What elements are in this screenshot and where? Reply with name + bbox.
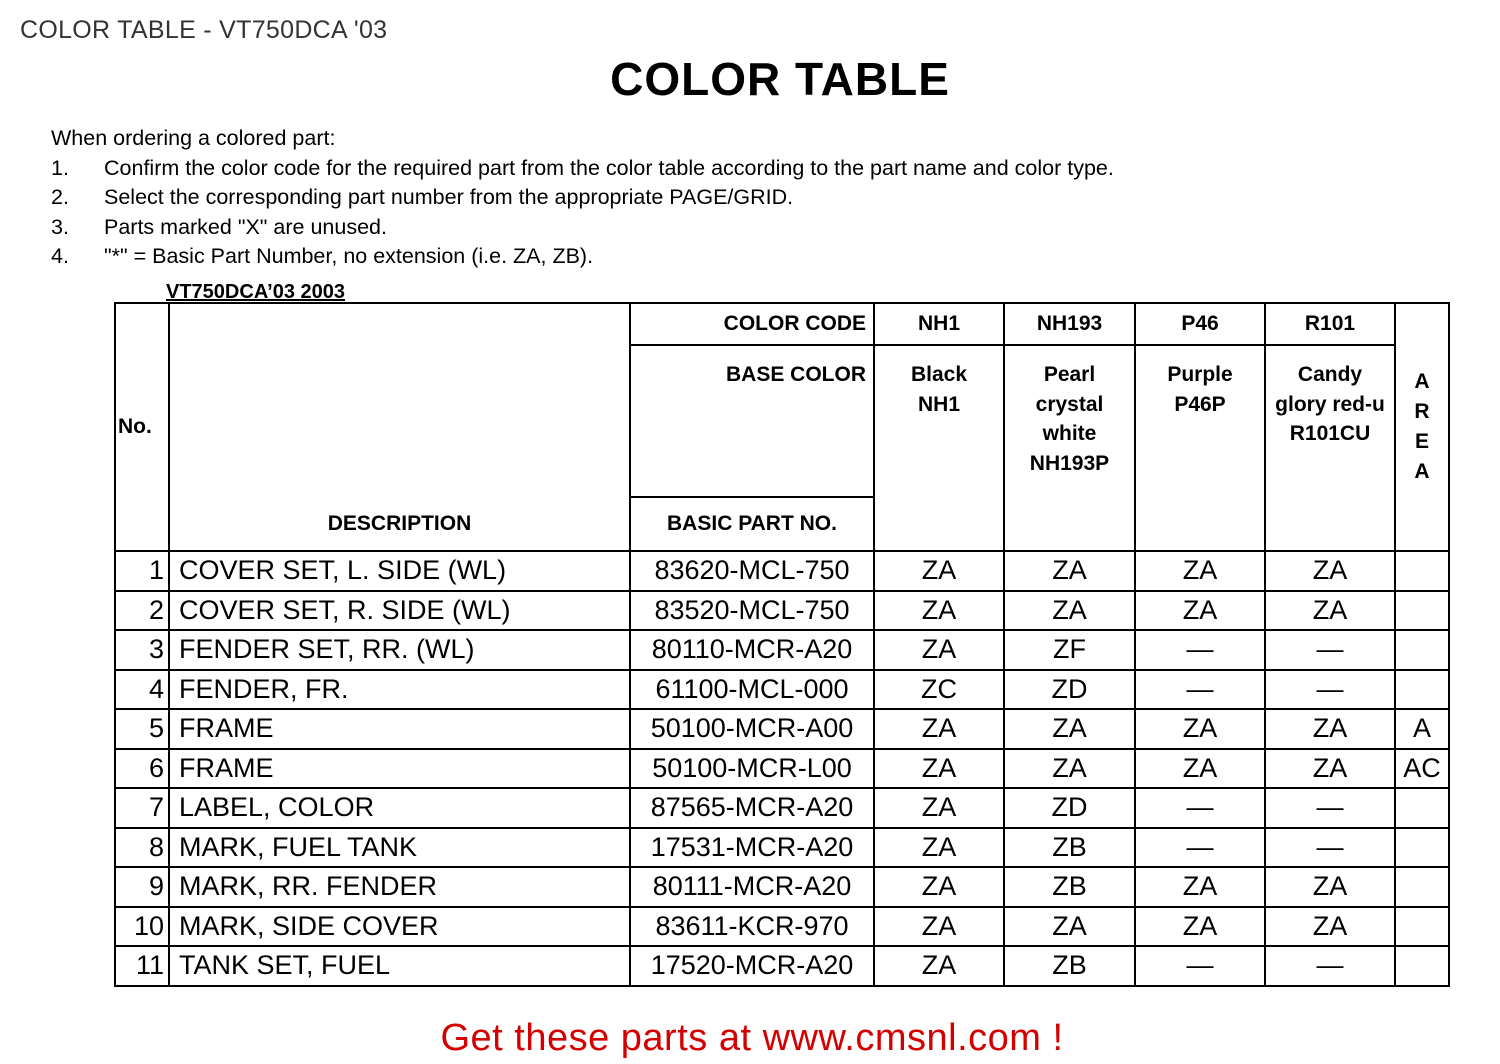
row-number: 7 [115,788,169,828]
table-row [115,551,1449,591]
color-suffix: ZD [1004,788,1135,828]
color-name-line: R101CU [1289,422,1371,445]
area-code: AC [1395,749,1449,789]
step-text: Select the corresponding part number from the appropriate PAGE/GRID. [104,185,794,210]
row-number: 3 [115,630,169,670]
color-suffix: — [1135,828,1265,868]
color-suffix: ZA [874,630,1004,670]
basic-part-number: 61100-MCL-000 [630,670,874,710]
area-code [1395,946,1449,986]
color-name-line: P46P [1174,392,1226,416]
area-code: A [1395,709,1449,749]
color-name-line: crystal [1035,392,1104,416]
instruction-step [51,242,1114,272]
color-name-line: Candy [1297,363,1363,386]
color-suffix: ZB [1004,946,1135,986]
row-number: 5 [115,709,169,749]
table-row [115,867,1449,907]
step-text: Confirm the color code for the required part from the color table according to the part name and color type. [104,155,1114,180]
color-suffix: ZA [1135,867,1265,907]
area-code [1395,867,1449,907]
color-suffix: — [1135,630,1265,670]
color-suffix: ZA [874,828,1004,868]
color-suffix: — [1265,788,1395,828]
color-code-nh1: NH1 [874,303,1004,345]
basic-part-number: 87565-MCR-A20 [630,788,874,828]
step-number: 2. [51,185,69,210]
color-name-line: Purple [1167,363,1233,386]
basic-part-number: 50100-MCR-A00 [630,709,874,749]
color-suffix: ZA [1135,749,1265,789]
area-code [1395,630,1449,670]
color-suffix: — [1265,630,1395,670]
table-row [115,630,1449,670]
basic-part-number: 83620-MCL-750 [630,551,874,591]
area-letter: A [1414,460,1430,483]
color-code-r101: R101 [1265,303,1395,345]
step-text: "*" = Basic Part Number, no extension (i.e. ZA, ZB). [104,244,594,269]
color-name-line: Pearl [1043,363,1096,386]
color-suffix: ZA [1265,591,1395,631]
color-name-line: white [1042,422,1097,445]
color-name-p46 [1135,345,1265,551]
table-row [115,749,1449,789]
color-suffix: ZA [1135,907,1265,947]
table-row [115,788,1449,828]
basic-part-number: 80111-MCR-A20 [630,867,874,907]
step-number: 4. [51,244,69,269]
color-suffix: ZA [1265,907,1395,947]
row-number: 4 [115,670,169,710]
color-suffix: ZF [1004,630,1135,670]
color-name-line: NH1 [917,392,960,416]
row-number: 10 [115,907,169,947]
row-number: 6 [115,749,169,789]
color-name-line: glory red-u [1275,392,1385,416]
row-number: 8 [115,828,169,868]
footer-link-text: Get these parts at www.cmsnl.com ! [440,1017,1064,1059]
part-description: FRAME [169,749,630,789]
instructions-lead: When ordering a colored part: [51,126,336,150]
area-letter: A [1414,370,1430,393]
color-name-line: NH193P [1029,451,1110,475]
color-suffix: — [1135,946,1265,986]
color-suffix: ZA [874,551,1004,591]
color-suffix: ZA [874,788,1004,828]
part-description: MARK, SIDE COVER [169,907,630,947]
part-description: MARK, RR. FENDER [169,867,630,907]
color-suffix: ZA [1135,591,1265,631]
table-row [115,709,1449,749]
instruction-step [51,213,1114,243]
row-number: 1 [115,551,169,591]
color-suffix: ZA [874,709,1004,749]
instructions [51,124,1114,272]
color-suffix: ZA [874,946,1004,986]
area-code [1395,788,1449,828]
color-suffix: — [1265,828,1395,868]
color-suffix: ZC [874,670,1004,710]
color-suffix: ZA [874,907,1004,947]
color-suffix: — [1135,670,1265,710]
color-suffix: ZA [1004,591,1135,631]
color-suffix: ZA [1135,709,1265,749]
step-text: Parts marked "X" are unused. [104,214,387,239]
basic-part-number: 80110-MCR-A20 [630,630,874,670]
part-description: TANK SET, FUEL [169,946,630,986]
no-header: No. [115,303,169,551]
step-number: 1. [51,155,69,180]
area-letter: R [1414,400,1430,423]
color-name-nh1 [874,345,1004,551]
area-code [1395,907,1449,947]
color-suffix: ZA [874,867,1004,907]
area-code [1395,670,1449,710]
basic-part-number: 17531-MCR-A20 [630,828,874,868]
color-name-r101 [1265,345,1395,551]
color-suffix: ZA [1265,867,1395,907]
color-suffix: ZA [874,591,1004,631]
area-code [1395,828,1449,868]
part-description: COVER SET, L. SIDE (WL) [169,551,630,591]
area-code [1395,591,1449,631]
part-description: FENDER, FR. [169,670,630,710]
row-number: 11 [115,946,169,986]
part-description: MARK, FUEL TANK [169,828,630,868]
basic-part-number: 50100-MCR-L00 [630,749,874,789]
basic-part-number: 83520-MCL-750 [630,591,874,631]
color-suffix: ZB [1004,867,1135,907]
base-color-header: BASE COLOR [630,345,874,497]
color-suffix: ZA [1135,551,1265,591]
color-suffix: ZA [1265,709,1395,749]
instruction-step [51,154,1114,184]
color-suffix: — [1265,946,1395,986]
table-row [115,946,1449,986]
model-label: VT750DCA’03 2003 [166,281,346,303]
color-suffix: ZA [1265,749,1395,789]
page-label: COLOR TABLE - VT750DCA '03 [20,16,388,44]
row-number: 9 [115,867,169,907]
step-number: 3. [51,214,69,239]
table-row [115,670,1449,710]
color-suffix: — [1265,670,1395,710]
area-letter: E [1414,430,1429,453]
table-row [115,828,1449,868]
part-description: LABEL, COLOR [169,788,630,828]
color-name-line: Black [910,363,968,386]
basic-part-number: 83611-KCR-970 [630,907,874,947]
instruction-step [51,183,1114,213]
part-description: COVER SET, R. SIDE (WL) [169,591,630,631]
part-description: FRAME [169,709,630,749]
color-suffix: ZA [1004,709,1135,749]
basic-part-no-header: BASIC PART NO. [630,497,874,551]
color-code-p46: P46 [1135,303,1265,345]
table-row [115,591,1449,631]
part-description: FENDER SET, RR. (WL) [169,630,630,670]
color-suffix: ZD [1004,670,1135,710]
table-row [115,907,1449,947]
color-table [114,302,1450,987]
color-name-nh193 [1004,345,1135,551]
color-code-nh193: NH193 [1004,303,1135,345]
row-number: 2 [115,591,169,631]
color-suffix: ZA [1004,907,1135,947]
color-suffix: ZB [1004,828,1135,868]
basic-part-number: 17520-MCR-A20 [630,946,874,986]
color-suffix: ZA [1265,551,1395,591]
color-suffix: — [1135,788,1265,828]
color-suffix: ZA [1004,749,1135,789]
area-code [1395,551,1449,591]
color-code-header: COLOR CODE [630,303,874,345]
page-title: COLOR TABLE [610,53,950,105]
color-suffix: ZA [874,749,1004,789]
description-header: DESCRIPTION [169,303,630,551]
area-header [1395,303,1449,551]
color-suffix: ZA [1004,551,1135,591]
